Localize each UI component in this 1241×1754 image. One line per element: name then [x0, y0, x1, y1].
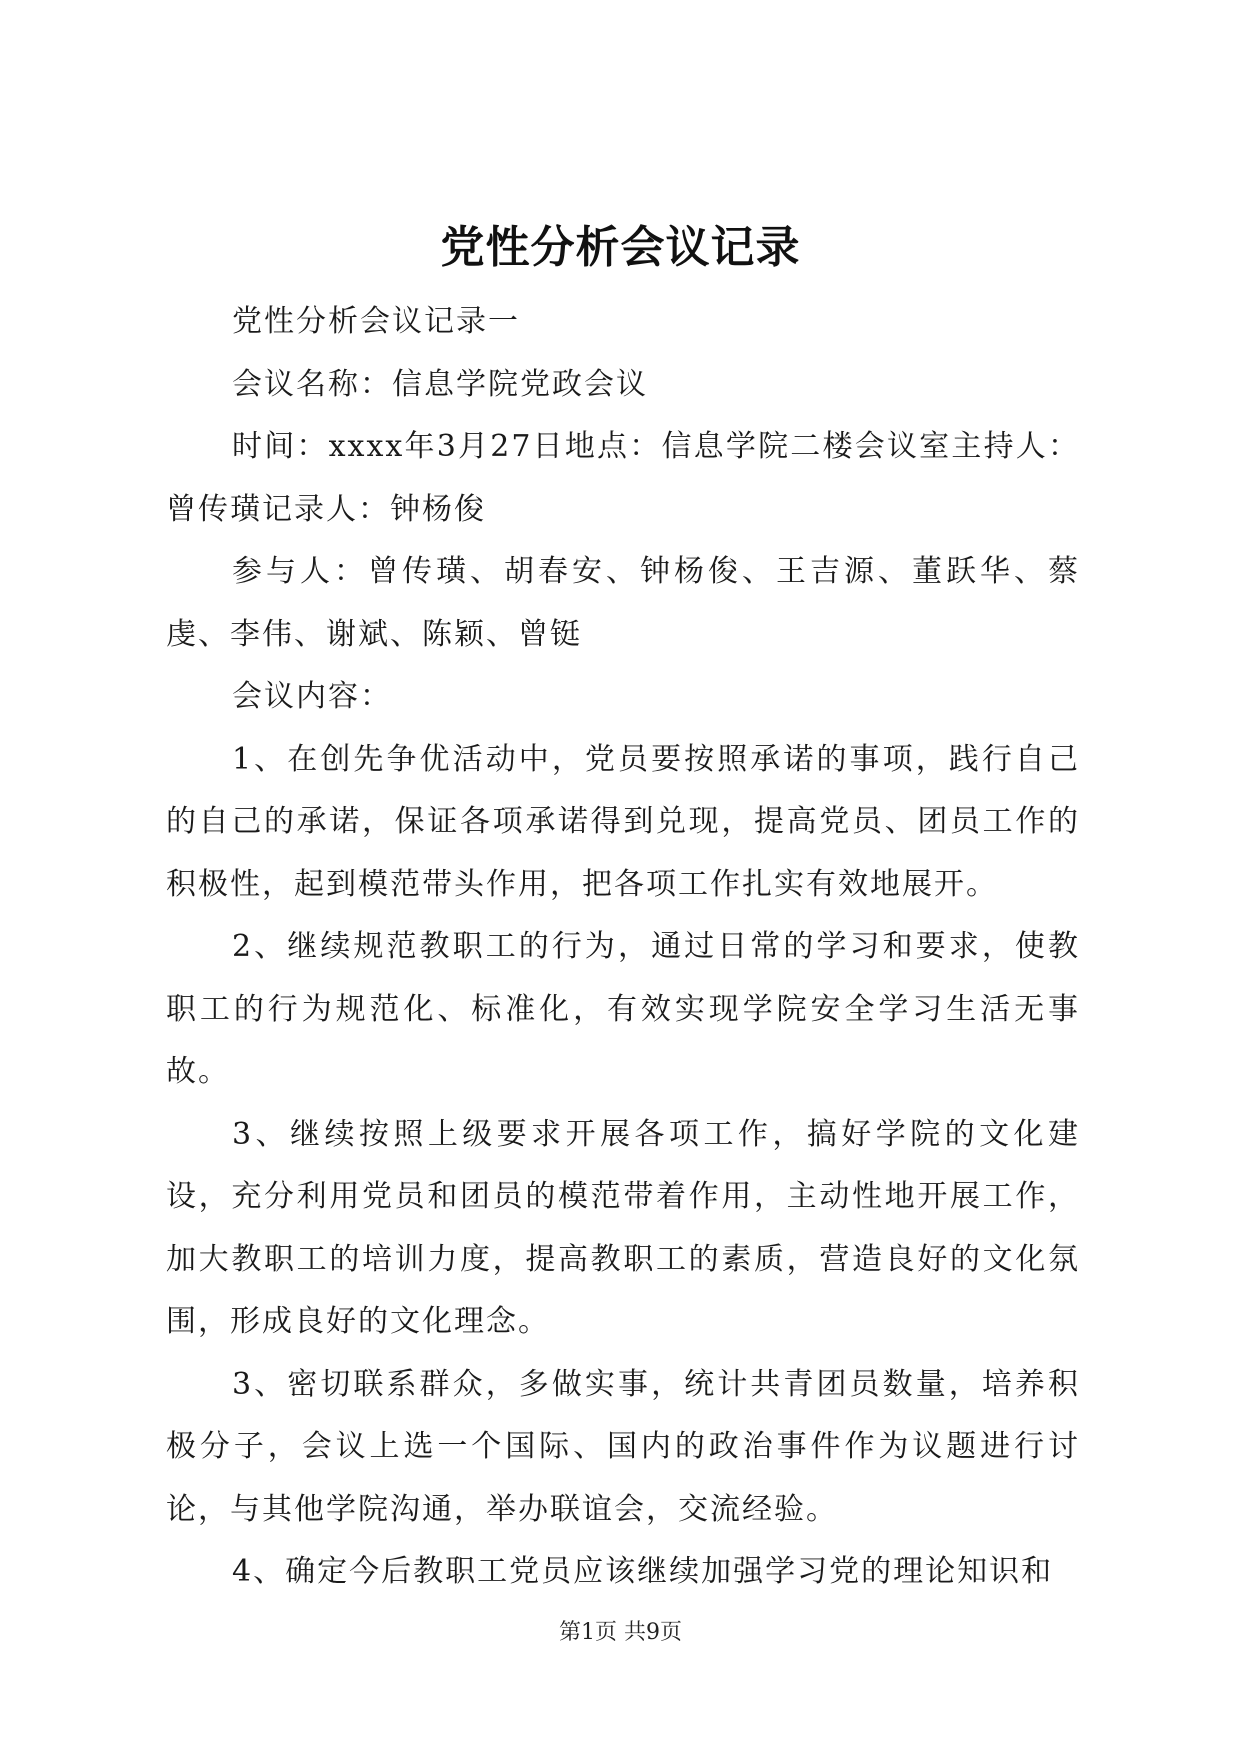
paragraph-meeting-name: 会议名称：信息学院党政会议	[232, 366, 648, 402]
document-title: 党性分析会议记录	[440, 222, 801, 273]
paragraph-item-3b: 3、密切联系群众，多做实事，统计共青团员数量，培养积极分子，会议上选一个国际、国内的政治事件作为议题进行讨论，与其他学院沟通，举办联谊会，交流经验。	[166, 1366, 1080, 1527]
paragraph-participants: 参与人：曾传璜、胡春安、钟杨俊、王吉源、董跃华、蔡虔、李伟、谢斌、陈颖、曾铤	[166, 554, 1080, 652]
paragraph-item-2: 2、继续规范教职工的行为，通过日常的学习和要求，使教职工的行为规范化、标准化，有效实现学院安全学习生活无事故。	[166, 929, 1080, 1089]
paragraph-item-1: 1、在创先争优活动中，党员要按照承诺的事项，践行自己的自己的承诺，保证各项承诺得到兑现，提高党员、团员工作的积极性，起到模范带头作用，把各项工作扎实有效地展开。	[166, 741, 1080, 902]
paragraph-item-4: 4、确定今后教职工党员应该继续加强学习党的理论知识和	[232, 1554, 1054, 1589]
paragraph-time-location: 时间：xxxx年3月27日地点：信息学院二楼会议室主持人：曾传璜记录人：钟杨俊	[166, 429, 1080, 527]
page-footer: 第1页 共9页	[559, 1620, 682, 1645]
document-body	[166, 291, 1080, 1604]
paragraph-heading: 党性分析会议记录一	[232, 304, 520, 339]
paragraph-item-3a: 3、继续按照上级要求开展各项工作，搞好学院的文化建设，充分利用党员和团员的模范带着作用，主动性地开展工作，加大教职工的培训力度，提高教职工的素质，营造良好的文化氛围，形成良好的文化理念。	[166, 1116, 1080, 1339]
paragraph-content-label: 会议内容：	[232, 679, 392, 714]
